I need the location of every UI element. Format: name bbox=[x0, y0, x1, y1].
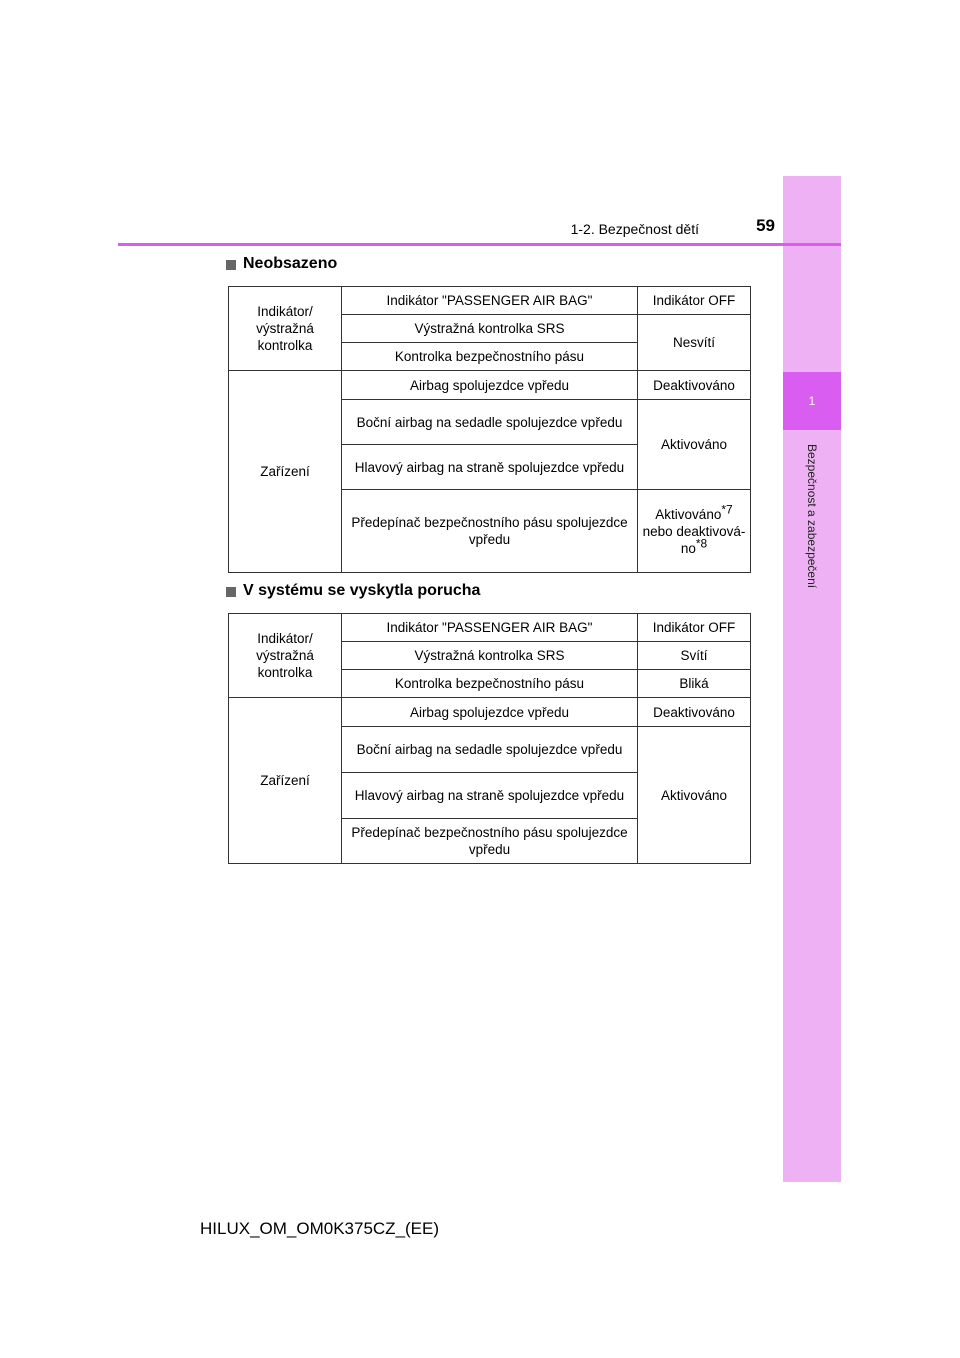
table-cell: Boční airbag na sedadle spolujezdce vpředu bbox=[342, 727, 638, 773]
section1-heading-text: Neobsazeno bbox=[243, 255, 338, 272]
status-text: Aktivováno bbox=[655, 506, 722, 522]
table-cell: Kontrolka bezpečnostního pásu bbox=[342, 670, 638, 698]
chapter-number: 1 bbox=[783, 372, 841, 430]
table-row bbox=[229, 287, 751, 315]
table-cell: Airbag spolujezdce vpředu bbox=[342, 698, 638, 727]
table-cell: Nesvítí bbox=[638, 315, 751, 371]
table-cell: Kontrolka bezpečnostního pásu bbox=[342, 343, 638, 371]
table-cell: Aktivováno bbox=[638, 400, 751, 490]
section2-heading bbox=[226, 582, 480, 600]
table-cell: Deaktivováno bbox=[638, 371, 751, 400]
table-cell: Aktivováno bbox=[638, 727, 751, 864]
section-title: 1-2. Bezpečnost dětí bbox=[570, 221, 699, 237]
section1-heading bbox=[226, 255, 337, 273]
device-label-cell: Zařízení bbox=[229, 698, 342, 864]
status-text: no bbox=[680, 540, 696, 556]
table-cell: Předepínač bezpečnostního pásu spolujezdce vpředu bbox=[342, 819, 638, 864]
table-cell: Výstražná kontrolka SRS bbox=[342, 315, 638, 343]
document-code: HILUX_OM_OM0K375CZ_(EE) bbox=[200, 1219, 440, 1238]
indicator-label-cell: Indikátor/ výstražná kontrolka bbox=[229, 614, 342, 698]
table-cell: Deaktivováno bbox=[638, 698, 751, 727]
table-row bbox=[229, 698, 751, 727]
table-row bbox=[229, 371, 751, 400]
table-cell: Předepínač bezpečnostního pásu spolujezdce vpředu bbox=[342, 490, 638, 573]
table-cell: Bliká bbox=[638, 670, 751, 698]
table-cell: Hlavový airbag na straně spolujezdce vpředu bbox=[342, 445, 638, 490]
section1-table bbox=[228, 286, 751, 573]
chapter-title: Bezpečnost a zabezpečení bbox=[805, 444, 819, 589]
table-cell bbox=[638, 490, 751, 573]
section2-table bbox=[228, 613, 751, 864]
bullet-square-icon bbox=[226, 260, 236, 270]
table-cell: Indikátor "PASSENGER AIR BAG" bbox=[342, 614, 638, 642]
chapter-side-tab bbox=[783, 176, 841, 1182]
table-cell: Boční airbag na sedadle spolujezdce vpředu bbox=[342, 400, 638, 445]
table-cell: Indikátor OFF bbox=[638, 287, 751, 315]
table-cell: Výstražná kontrolka SRS bbox=[342, 642, 638, 670]
table-cell: Indikátor "PASSENGER AIR BAG" bbox=[342, 287, 638, 315]
indicator-label-cell: Indikátor/ výstražná kontrolka bbox=[229, 287, 342, 371]
footnote-mark: *8 bbox=[695, 536, 708, 550]
status-text: nebo deaktivová- bbox=[642, 523, 746, 539]
footnote-mark: *7 bbox=[721, 502, 733, 516]
section2-heading-text: V systému se vyskytla porucha bbox=[243, 582, 481, 599]
table-cell: Svítí bbox=[638, 642, 751, 670]
table-cell: Indikátor OFF bbox=[638, 614, 751, 642]
bullet-square-icon bbox=[226, 587, 236, 597]
header-divider bbox=[118, 243, 841, 246]
table-row bbox=[229, 614, 751, 642]
page-number: 59 bbox=[756, 216, 775, 235]
table-cell: Hlavový airbag na straně spolujezdce vpředu bbox=[342, 773, 638, 819]
device-label-cell: Zařízení bbox=[229, 371, 342, 573]
table-cell: Airbag spolujezdce vpředu bbox=[342, 371, 638, 400]
